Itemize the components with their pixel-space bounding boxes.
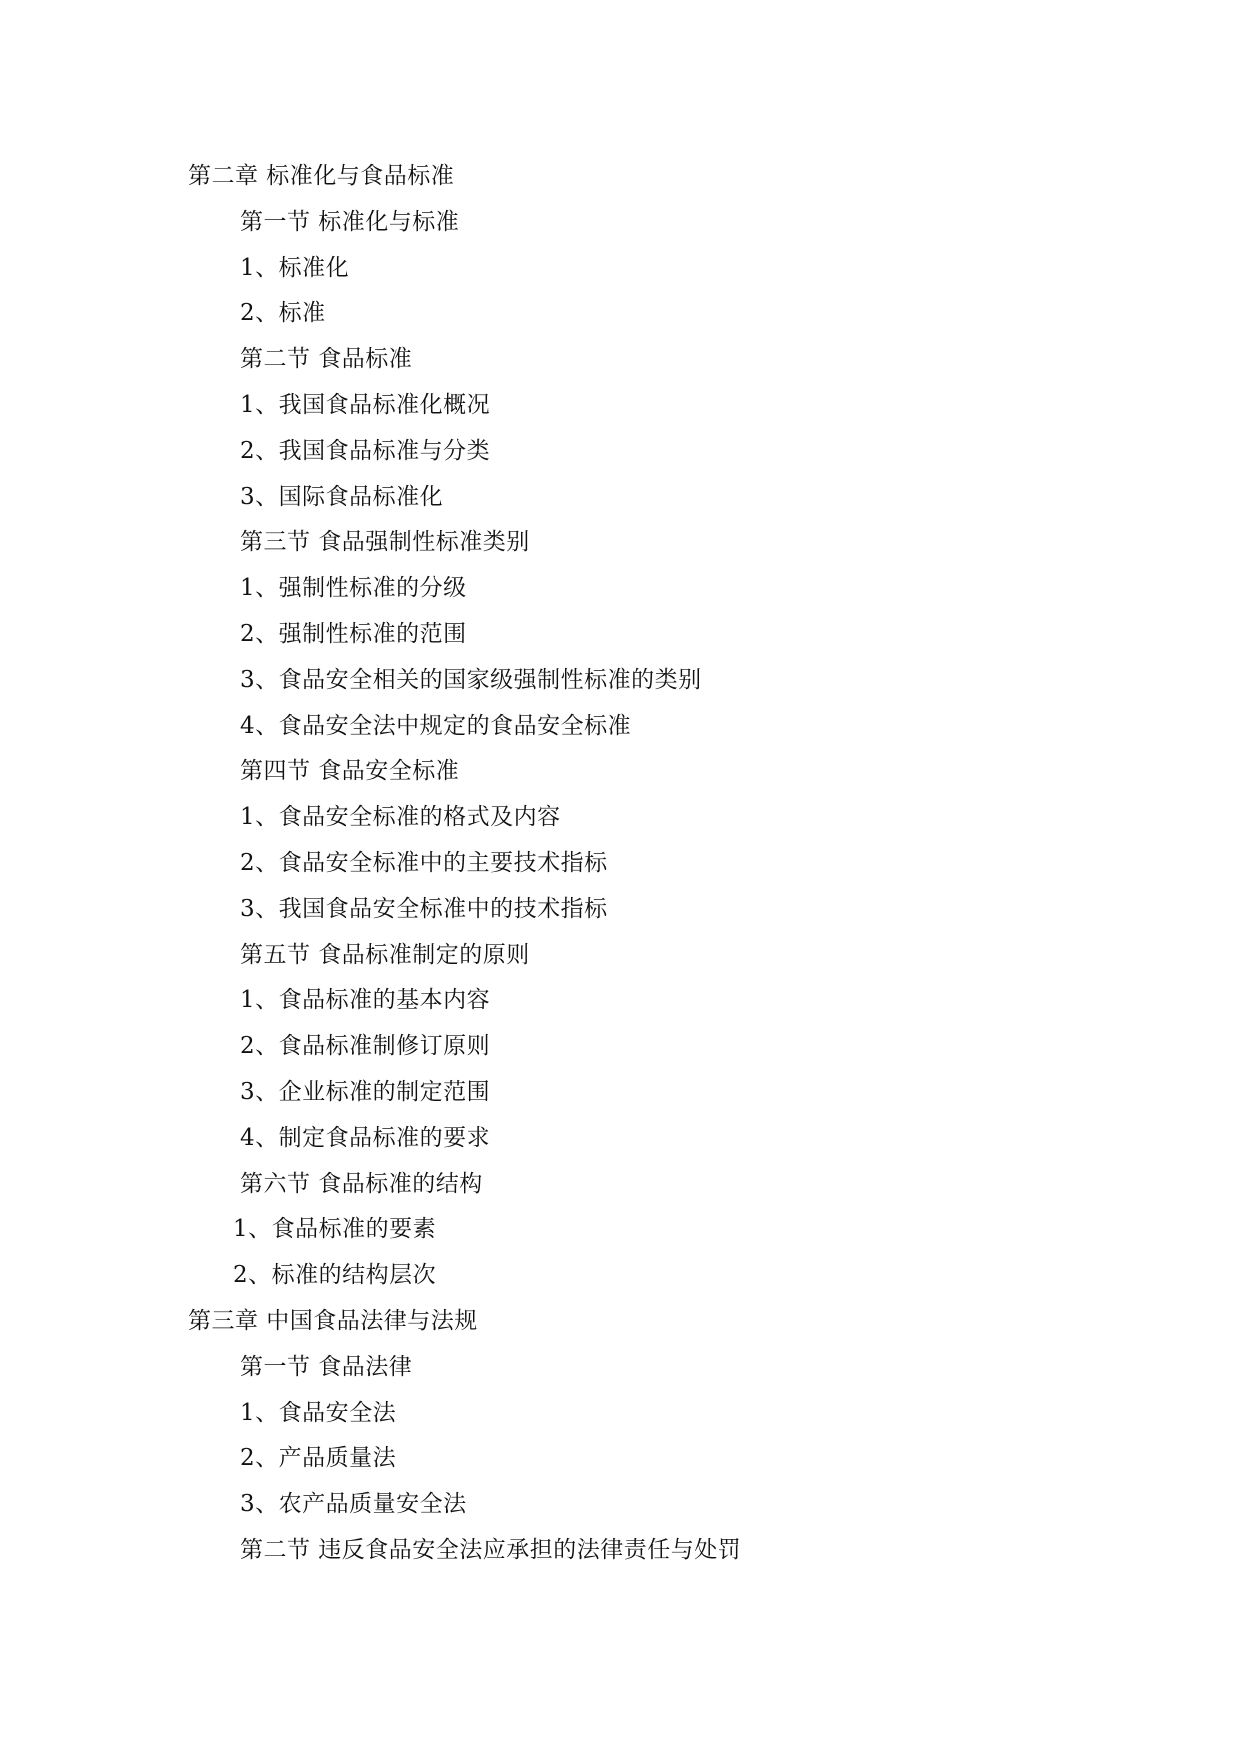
section-heading: 第一节 食品法律 xyxy=(240,1353,413,1380)
chapter-heading: 第三章 中国食品法律与法规 xyxy=(188,1307,478,1334)
list-item: 2、食品安全标准中的主要技术指标 xyxy=(240,849,608,876)
section-heading: 第六节 食品标准的结构 xyxy=(240,1170,483,1197)
list-item: 2、食品标准制修订原则 xyxy=(240,1033,491,1060)
chapter-heading: 第二章 标准化与食品标准 xyxy=(188,163,455,189)
section-heading: 第一节 标准化与标准 xyxy=(240,208,460,235)
table-of-contents xyxy=(0,154,1240,1574)
list-item: 1、强制性标准的分级 xyxy=(240,575,467,602)
list-item: 3、企业标准的制定范围 xyxy=(240,1078,491,1105)
list-item: 3、农产品质量安全法 xyxy=(240,1491,467,1518)
list-item: 3、我国食品安全标准中的技术指标 xyxy=(240,895,608,922)
section-heading: 第三节 食品强制性标准类别 xyxy=(240,529,530,556)
list-item: 2、我国食品标准与分类 xyxy=(240,437,491,464)
list-item: 2、标准的结构层次 xyxy=(233,1262,437,1289)
section-heading: 第四节 食品安全标准 xyxy=(240,758,460,785)
list-item: 4、制定食品标准的要求 xyxy=(240,1124,491,1151)
list-item: 2、强制性标准的范围 xyxy=(240,620,467,647)
section-heading: 第五节 食品标准制定的原则 xyxy=(240,941,530,968)
list-item: 1、食品安全法 xyxy=(240,1399,397,1426)
section-heading: 第二节 食品标准 xyxy=(240,346,413,373)
list-item: 2、产品质量法 xyxy=(240,1445,397,1472)
list-item: 3、国际食品标准化 xyxy=(240,483,444,510)
list-item: 2、标准 xyxy=(240,300,326,327)
list-item: 1、标准化 xyxy=(240,254,350,281)
list-item: 1、我国食品标准化概况 xyxy=(240,391,491,418)
list-item: 1、食品安全标准的格式及内容 xyxy=(240,804,561,831)
list-item: 1、食品标准的要素 xyxy=(233,1216,437,1243)
section-heading: 第二节 违反食品安全法应承担的法律责任与处罚 xyxy=(240,1536,742,1563)
list-item: 1、食品标准的基本内容 xyxy=(240,987,491,1014)
list-item: 3、食品安全相关的国家级强制性标准的类别 xyxy=(240,666,702,693)
list-item: 4、食品安全法中规定的食品安全标准 xyxy=(240,712,632,739)
